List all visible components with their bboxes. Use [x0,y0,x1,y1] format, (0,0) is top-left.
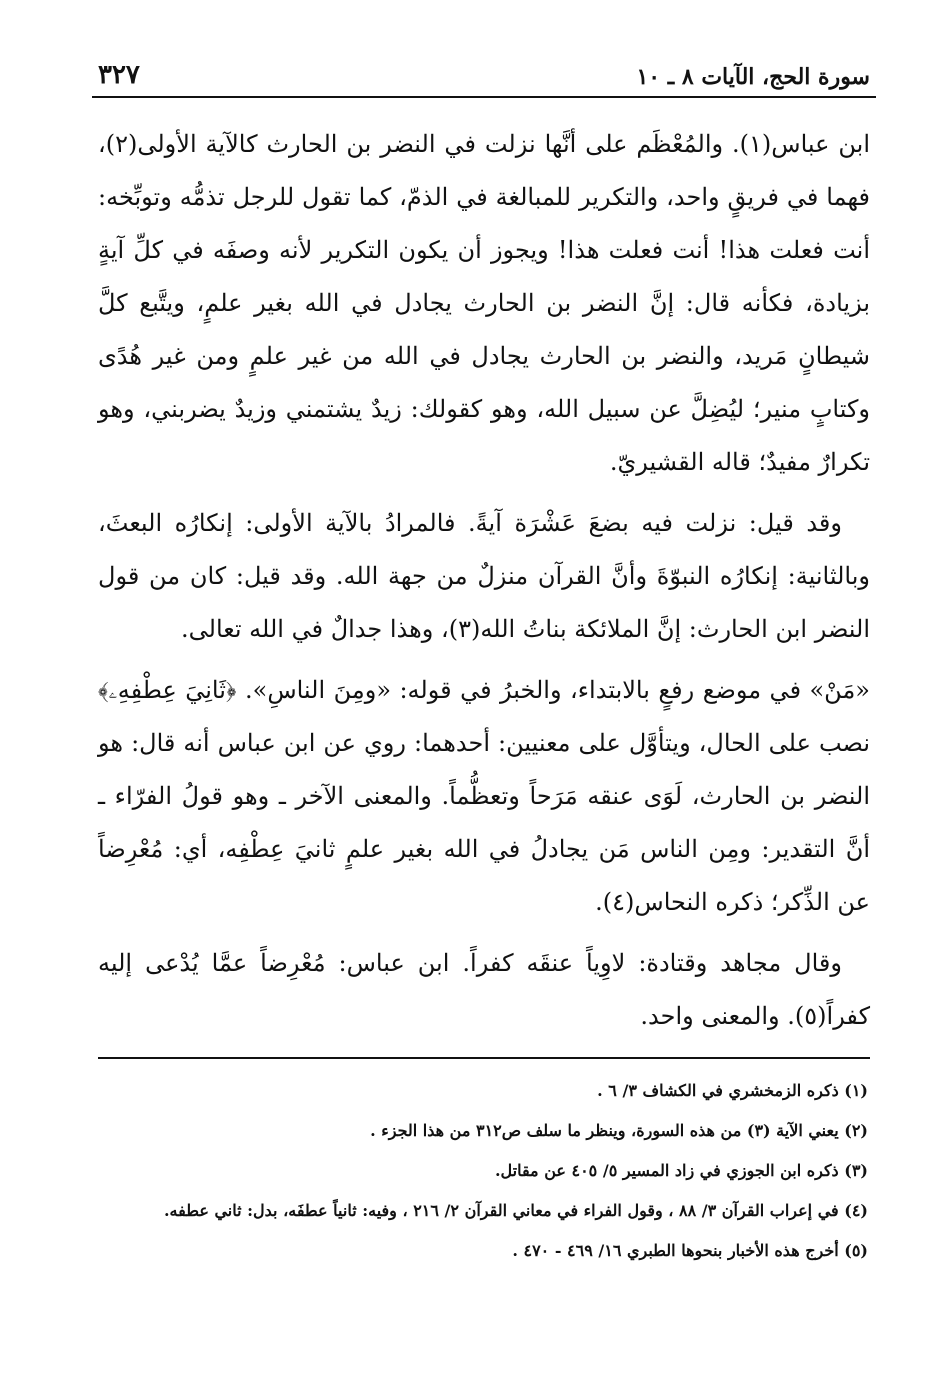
footnote-1: (١) ذكره الزمخشري في الكشاف ٣/ ٦ . [597,1081,868,1100]
footnote-5: (٥) أخرج هذه الأخبار بنحوها الطبري ١٦/ ٤٦٩ - ٤٧٠ . [512,1241,868,1260]
running-header [92,58,876,98]
running-title: سورة الحج، الآيات ٨ ـ ١٠ [636,64,870,90]
footnote-3: (٣) ذكره ابن الجوزي في زاد المسير ٥/ ٤٠٥ عن مقاتل. [494,1161,868,1180]
footnote-4: (٤) في إعراب القرآن ٣/ ٨٨ ، وقول الفراء في معاني القرآن ٢/ ٢١٦ ، وفيه: ثانياً عطفَه، بدل: ثاني عطفه. [163,1201,868,1220]
paragraph-2: وقد قيل: نزلت فيه بضعَ عَشْرَة آيةً. فالمرادُ بالآية الأولى: إنكارُه البعثَ، وبالثانية: إنكارُه النبوّةَ وأنَّ القرآن منزلٌ من جهة الله. وقد قيل: كان من قول النضر ابن الحارث: إنَّ الملائكة بناتُ الله(٣)، وهذا جدالٌ في الله تعالى. [98,509,871,643]
footnote-2: (٢) يعني الآية (٣) من هذه السورة، وينظر ما سلف ص٣١٢ من هذا الجزء . [370,1121,868,1140]
footnotes [92,1077,876,1265]
main-text [92,118,876,1043]
footnote-separator [98,1057,870,1059]
book-page [92,58,876,1358]
paragraph-1: ابن عباس(١). والمُعْظَم على أنَّها نزلت في النضر بن الحارث كالآية الأولى(٢)، فهما في فريقٍ واحد، والتكرير للمبالغة في الذمّ، كما تقول للرجل تذمُّه وتوبِّخه: أنت فعلت هذا! أنت فعلت هذا! ويجوز أن يكون التكرير لأنه وصفَه في كلِّ آيةٍ بزيادة، فكأنه قال: إنَّ النضر بن الحارث يجادل في الله بغير علمٍ، ويتَّبع كلَّ شيطانٍ مَريد، والنضر بن الحارث يجادل في الله من غير علمٍ ومن غير هُدًى وكتابٍ منير؛ ليُضِلَّ عن سبيل الله، وهو كقولك: زيدٌ يشتمني وزيدٌ يضربني، وهو تكرارٌ مفيدٌ؛ قاله القشيريّ. [98,130,871,476]
paragraph-4: وقال مجاهد وقتادة: لاوِياً عنقَه كفراً. ابن عباس: مُعْرِضاً عمَّا يُدْعى إليه كفراً(٥). والمعنى واحد. [98,949,870,1030]
page-number: ٣٢٧ [98,60,140,90]
paragraph-3: «مَنْ» في موضع رفعٍ بالابتداء، والخبرُ في قوله: «ومِنَ الناسِ». ﴿ثَانِيَ عِطْفِهِۦ﴾ نصب على الحال، ويتأوَّل على معنيين: أحدهما: روي عن ابن عباس أنه قال: هو النضر بن الحارث، لَوَى عنقه مَرَحاً وتعظُّماً. والمعنى الآخر ـ وهو قولُ الفرّاء ـ أنَّ التقدير: ومِن الناس مَن يجادلُ في الله بغير علمٍ ثانيَ عِطْفِه، أي: مُعْرِضاً عن الذِّكر؛ ذكره النحاس(٤). [98,676,871,916]
